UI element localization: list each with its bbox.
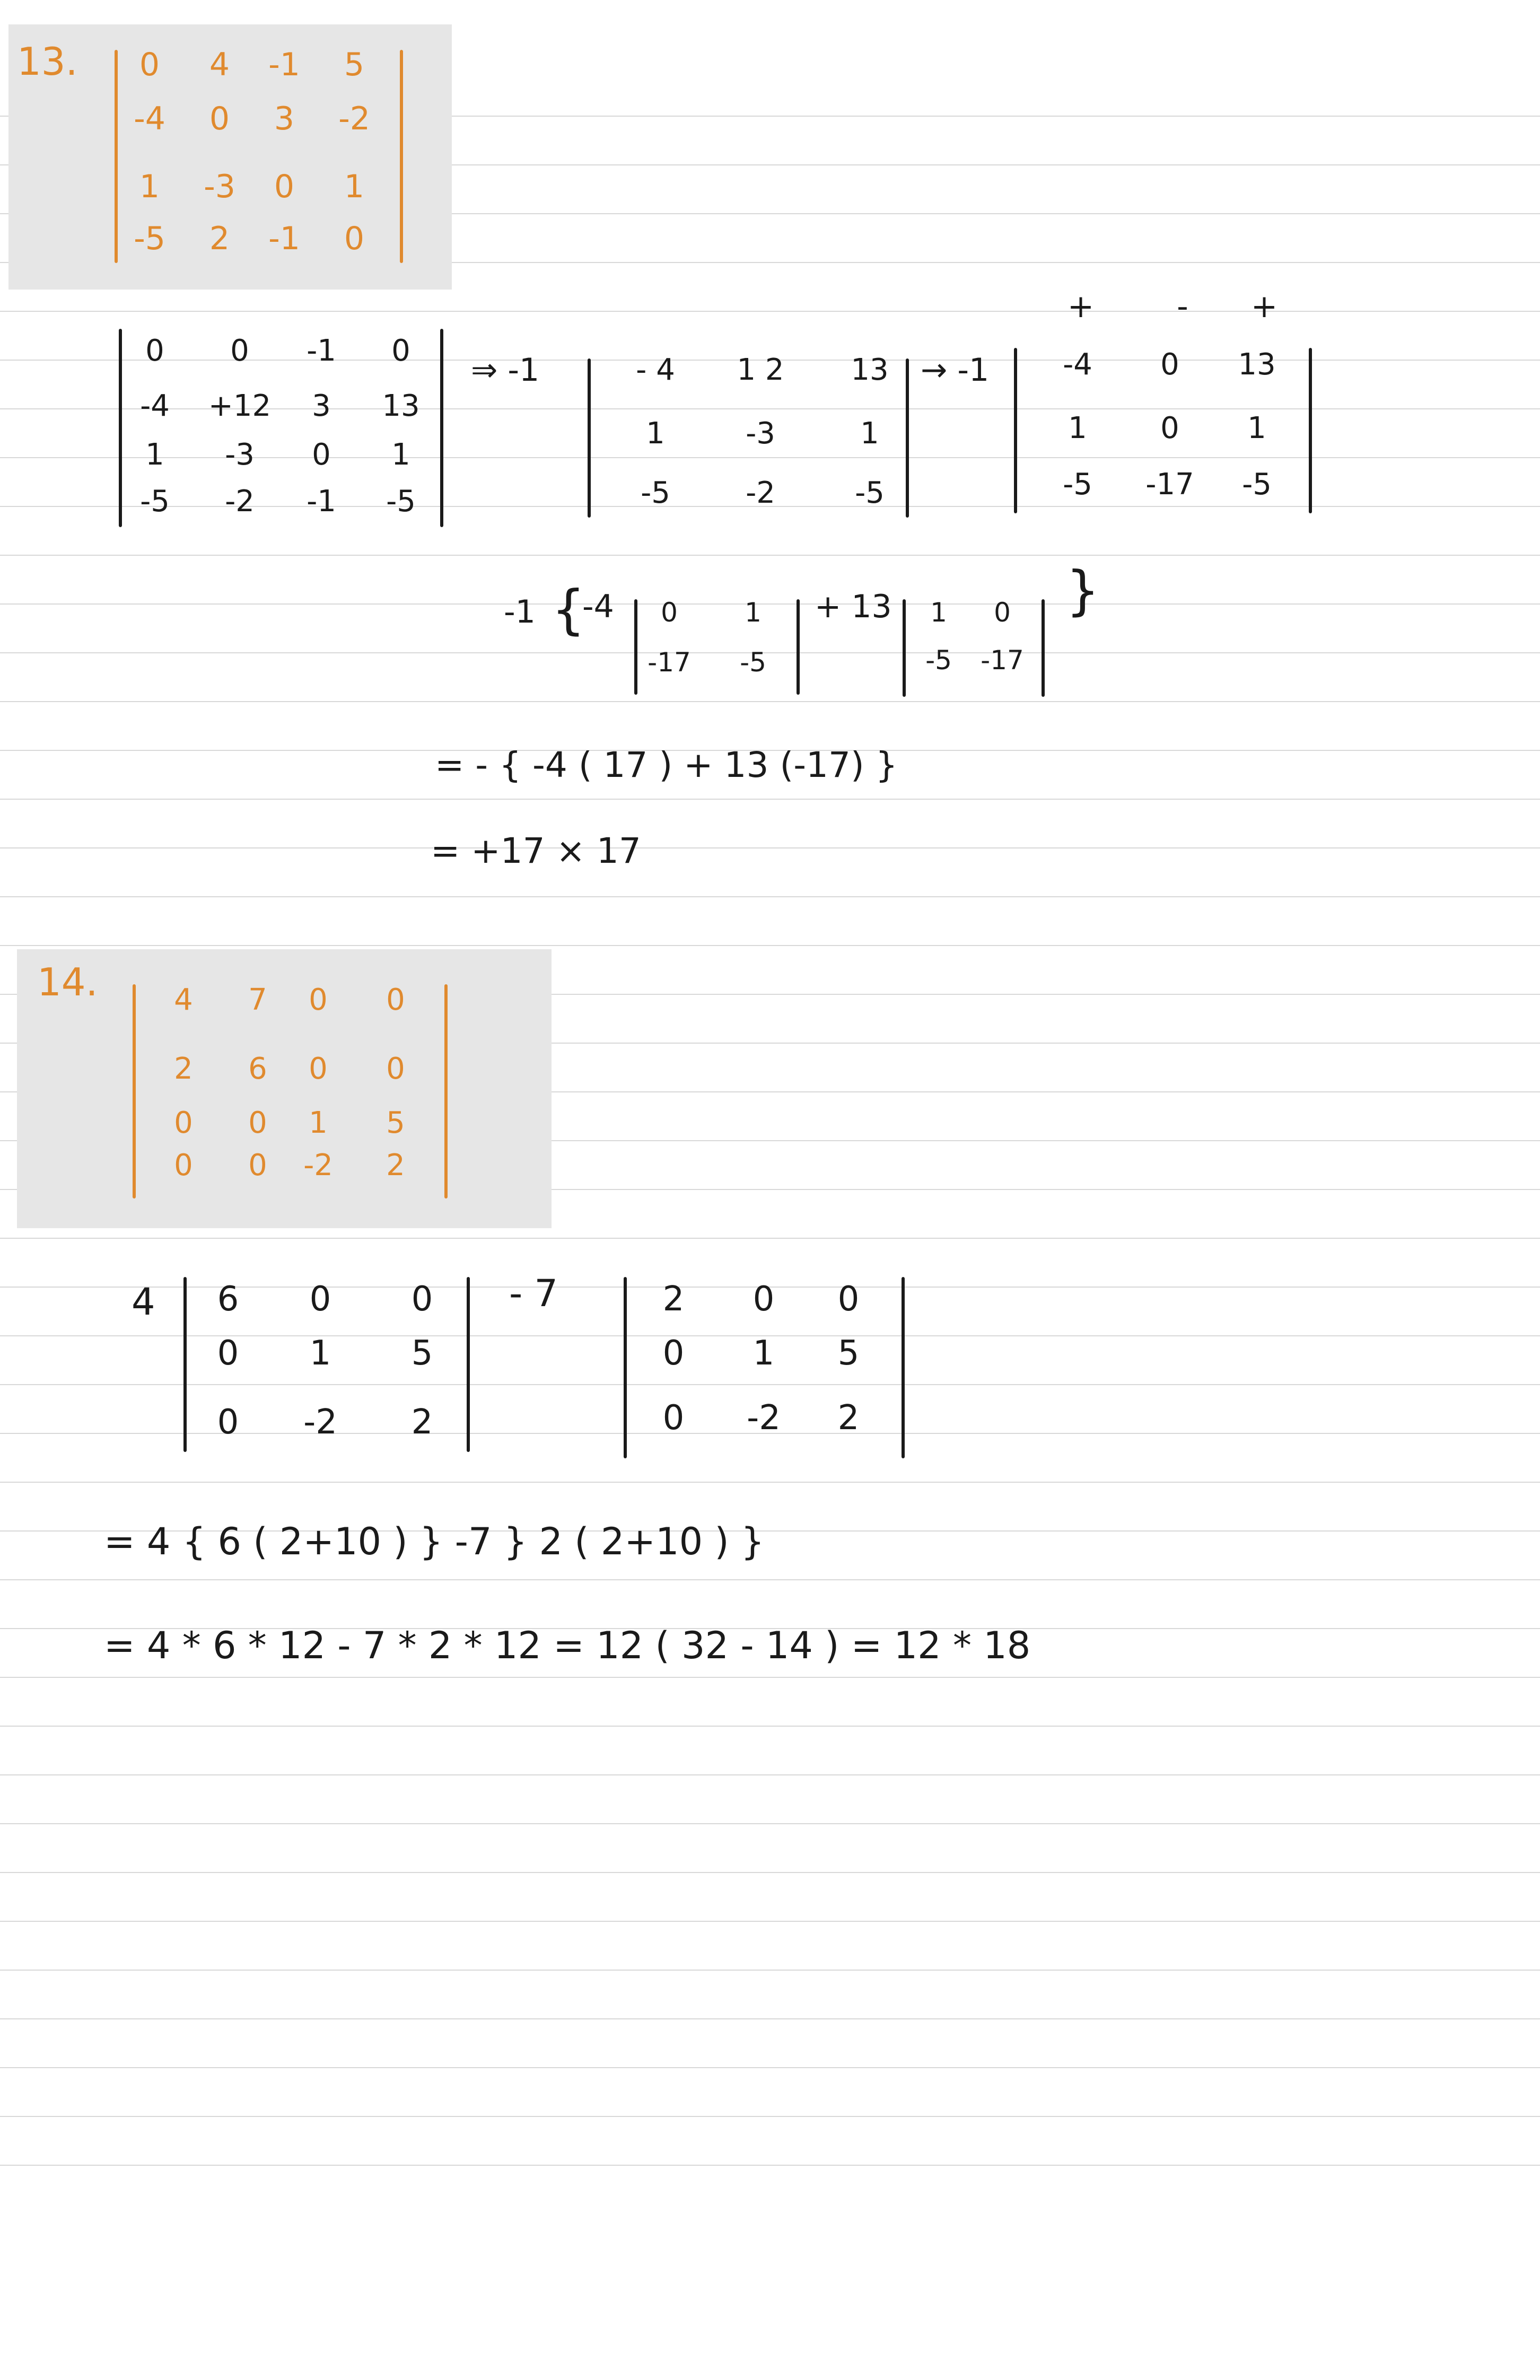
matrix-entry: 1 (344, 168, 365, 205)
determinant-left-bar (183, 1277, 187, 1452)
matrix-entry: 1 (745, 597, 762, 628)
matrix-entry: 5 (837, 1334, 860, 1373)
rule-line (0, 1872, 1540, 1873)
matrix-entry: -3 (746, 416, 775, 451)
problem-13-result-line-1: = - { -4 ( 17 ) + 13 (-17) } (435, 745, 898, 785)
matrix-entry: 0 (312, 438, 331, 472)
matrix-entry: 1 (752, 1334, 775, 1373)
expansion-coef-1: -4 (582, 588, 614, 625)
matrix-entry: -2 (746, 476, 775, 510)
rule-line (0, 555, 1540, 556)
rule-line (0, 311, 1540, 312)
problem-14-number: 14. (37, 960, 98, 1004)
matrix-entry: -4 (140, 389, 170, 423)
matrix-entry: 5 (386, 1106, 405, 1140)
rule-line (0, 701, 1540, 702)
determinant-right-bar (444, 984, 448, 1198)
matrix-entry: -17 (981, 645, 1024, 676)
matrix-entry: 0 (411, 1280, 433, 1319)
matrix-entry: 0 (174, 1148, 193, 1183)
expansion-open-brace: { (552, 579, 585, 641)
rule-line (0, 847, 1540, 848)
matrix-entry: 13 (1238, 347, 1276, 382)
matrix-entry: 1 (1068, 411, 1087, 445)
determinant-left-bar (903, 599, 906, 697)
matrix-entry: -5 (641, 476, 670, 510)
matrix-entry: -3 (225, 438, 255, 472)
matrix-entry: -17 (648, 647, 691, 678)
rule-line (0, 1482, 1540, 1483)
determinant-right-bar (400, 50, 403, 263)
matrix-entry: 1 (391, 438, 410, 472)
matrix-entry: 4 (209, 46, 230, 83)
rule-line (0, 652, 1540, 653)
matrix-entry: 5 (411, 1334, 433, 1373)
matrix-entry: 3 (274, 100, 295, 137)
matrix-entry: -5 (386, 484, 416, 519)
rule-line (0, 1579, 1540, 1580)
matrix-entry: 0 (386, 983, 405, 1017)
determinant-left-bar (133, 984, 136, 1198)
arrow-minus-one-2: → -1 (921, 352, 990, 389)
matrix-entry: 0 (837, 1280, 860, 1319)
expansion-close-brace: } (1066, 559, 1100, 622)
rule-line (0, 1823, 1540, 1824)
matrix-entry: 2 (662, 1280, 685, 1319)
rule-line (0, 1238, 1540, 1239)
matrix-entry: 0 (309, 983, 328, 1017)
cofactor-sign: - (1177, 288, 1188, 325)
matrix-entry: 0 (174, 1106, 193, 1140)
determinant-right-bar (467, 1277, 470, 1452)
problem-14-coef-1: 4 (132, 1280, 155, 1324)
problem-13-result-line-2: = +17 × 17 (431, 830, 641, 871)
matrix-entry: -2 (225, 484, 255, 519)
arrow-minus-one: ⇒ -1 (471, 352, 540, 389)
problem-13-number: 13. (17, 39, 78, 84)
matrix-entry: 0 (145, 334, 164, 368)
determinant-right-bar (440, 329, 443, 527)
matrix-entry: -5 (925, 645, 952, 676)
problem-14-result-line-1: = 4 { 6 ( 2+10 ) } -7 } 2 ( 2+10 ) } (104, 1520, 765, 1563)
matrix-entry: -2 (338, 100, 370, 137)
matrix-entry: 2 (174, 1052, 193, 1086)
matrix-entry: -1 (268, 220, 300, 257)
matrix-entry: 2 (209, 220, 230, 257)
matrix-entry: 0 (309, 1280, 331, 1319)
rule-line (0, 603, 1540, 605)
matrix-entry: 0 (274, 168, 295, 205)
expansion-lead: -1 (504, 593, 536, 631)
matrix-entry: 0 (661, 597, 678, 628)
matrix-entry: 1 (1247, 411, 1266, 445)
matrix-entry: 0 (662, 1334, 685, 1373)
determinant-left-bar (115, 50, 118, 263)
determinant-right-bar (902, 1277, 905, 1458)
rule-line (0, 799, 1540, 800)
rule-line (0, 1726, 1540, 1727)
matrix-entry: -5 (134, 220, 165, 257)
matrix-entry: 1 2 (737, 353, 784, 387)
matrix-entry: -17 (1145, 467, 1194, 502)
matrix-entry: -4 (134, 100, 165, 137)
problem-14-result-line-2: = 4 * 6 * 12 - 7 * 2 * 12 = 12 ( 32 - 14 ) = 12 * 18 (104, 1624, 1031, 1667)
determinant-left-bar (119, 329, 122, 527)
matrix-entry: 13 (382, 389, 420, 423)
matrix-entry: -2 (303, 1403, 337, 1442)
rule-line (0, 2067, 1540, 2068)
matrix-entry: -2 (747, 1398, 781, 1438)
matrix-entry: 1 (860, 416, 879, 451)
matrix-entry: -1 (307, 334, 336, 368)
matrix-entry: 6 (248, 1052, 267, 1086)
matrix-entry: 4 (174, 983, 193, 1017)
matrix-entry: 1 (309, 1106, 328, 1140)
matrix-entry: 1 (309, 1334, 331, 1373)
determinant-right-bar (906, 358, 909, 518)
matrix-entry: -5 (140, 484, 170, 519)
rule-line (0, 896, 1540, 897)
matrix-entry: 3 (312, 389, 331, 423)
matrix-entry: 0 (662, 1398, 685, 1438)
matrix-entry: 0 (230, 334, 249, 368)
determinant-left-bar (1014, 348, 1017, 513)
matrix-entry: 1 (646, 416, 665, 451)
matrix-entry: -5 (1063, 467, 1092, 502)
matrix-entry: 0 (344, 220, 365, 257)
matrix-entry: 2 (411, 1403, 433, 1442)
rule-line (0, 2165, 1540, 2166)
matrix-entry: 0 (217, 1403, 239, 1442)
matrix-entry: 13 (851, 353, 889, 387)
matrix-entry: 1 (139, 168, 160, 205)
matrix-entry: -5 (1242, 467, 1272, 502)
matrix-entry: +12 (208, 389, 272, 423)
matrix-entry: 1 (145, 438, 164, 472)
matrix-entry: -4 (1063, 347, 1092, 382)
determinant-right-bar (1309, 348, 1312, 513)
matrix-entry: 0 (752, 1280, 775, 1319)
matrix-entry: -1 (268, 46, 300, 83)
determinant-left-bar (634, 599, 637, 695)
rule-line (0, 2018, 1540, 2019)
matrix-entry: 0 (309, 1052, 328, 1086)
matrix-entry: 0 (1160, 411, 1179, 445)
matrix-entry: 0 (386, 1052, 405, 1086)
matrix-entry: 1 (930, 597, 947, 628)
matrix-entry: 0 (1160, 347, 1179, 382)
rule-line (0, 2116, 1540, 2117)
problem-14-coef-2: - 7 (509, 1272, 558, 1315)
matrix-entry: -5 (740, 647, 766, 678)
determinant-left-bar (588, 358, 591, 518)
matrix-entry: 2 (837, 1398, 860, 1438)
matrix-entry: 0 (994, 597, 1011, 628)
rule-line (0, 1921, 1540, 1922)
cofactor-sign: + (1250, 288, 1278, 325)
expansion-coef-2: + 13 (815, 588, 892, 625)
matrix-entry: 5 (344, 46, 365, 83)
matrix-entry: 0 (248, 1106, 267, 1140)
matrix-entry: 6 (217, 1280, 239, 1319)
matrix-entry: 0 (139, 46, 160, 83)
rule-line (0, 1774, 1540, 1775)
rule-line (0, 1384, 1540, 1385)
matrix-entry: -2 (303, 1148, 333, 1183)
matrix-entry: - 4 (636, 353, 675, 387)
matrix-entry: 0 (248, 1148, 267, 1183)
matrix-entry: 2 (386, 1148, 405, 1183)
rule-line (0, 945, 1540, 946)
matrix-entry: 0 (209, 100, 230, 137)
determinant-left-bar (624, 1277, 627, 1458)
rule-line (0, 1970, 1540, 1971)
matrix-entry: -3 (204, 168, 235, 205)
matrix-entry: 7 (248, 983, 267, 1017)
matrix-entry: 0 (391, 334, 410, 368)
matrix-entry: 0 (217, 1334, 239, 1373)
matrix-entry: -1 (307, 484, 336, 519)
rule-line (0, 1677, 1540, 1678)
determinant-right-bar (1042, 599, 1045, 697)
cofactor-sign: + (1067, 288, 1095, 325)
determinant-right-bar (797, 599, 800, 695)
matrix-entry: -5 (855, 476, 885, 510)
